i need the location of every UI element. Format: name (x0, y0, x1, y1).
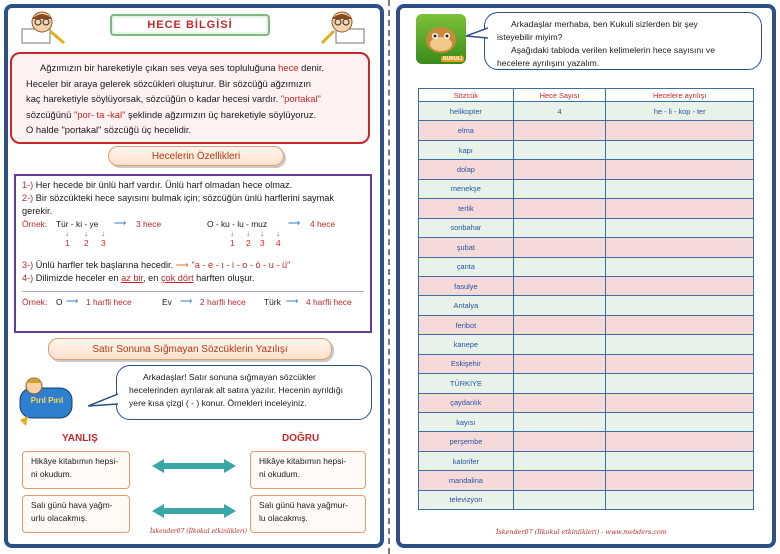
down-arrow-icon: ↓ (230, 229, 234, 238)
example-2-word: O - ku - lu - muz (207, 219, 268, 229)
feature-2: 2-) Bir sözcükteki hece sayısını bulmak için; sözcüğün ünlü harflerini saymak (22, 193, 335, 203)
syllable-count-answer-cell[interactable] (513, 471, 606, 490)
features-title: Hecelerin Özellikleri (108, 146, 284, 166)
down-arrow-icon: ↓ (260, 229, 264, 238)
example-2-result: 4 hece (310, 219, 336, 229)
wrong-example-1-line-1: Hikâye kitabımın hepsi- (31, 456, 119, 466)
wrong-example-1-line-2: ni okudum. (31, 469, 72, 479)
syllable-split-answer-cell[interactable] (606, 374, 754, 393)
syllable-count-answer-cell[interactable] (513, 238, 606, 257)
word-cell: TÜRKİYE (419, 374, 514, 393)
word-cell: terlik (419, 199, 514, 218)
word-cell: kalorifer (419, 451, 514, 470)
right-example-1-line-2: ni okudum. (259, 469, 300, 479)
kukuli-avatar (416, 14, 466, 64)
mascot-illustration (16, 376, 78, 428)
page-title: HECE BİLGİSİ (110, 14, 270, 36)
table-row (419, 354, 754, 373)
kid-writing-illustration-left (20, 9, 66, 45)
wrong-example-2-line-2: urlu olacakmış. (31, 513, 88, 523)
word-cell: kanepe (419, 335, 514, 354)
double-arrow-icon (152, 503, 236, 519)
syllable-split-answer-cell[interactable] (606, 432, 754, 451)
table-row (419, 471, 754, 490)
syllable-count-answer-cell[interactable] (513, 257, 606, 276)
word-cell: kayısı (419, 413, 514, 432)
intro-line-1: Ağzımızın bir hareketiyle çıkan ses veya ses topluluğuna hece denir. (40, 62, 325, 73)
kukuli-speech-line-1: Arkadaşlar merhaba, ben Kukuli sizlerden bir şey (511, 19, 698, 29)
syllable-count-answer-cell[interactable] (513, 432, 606, 451)
example-1-num: 1 (65, 238, 70, 248)
example-count-cell: 4 (513, 102, 606, 121)
syllable-count-answer-cell[interactable] (513, 393, 606, 412)
syllable-split-answer-cell[interactable] (606, 393, 754, 412)
syllable-count-answer-cell[interactable] (513, 490, 606, 509)
word-cell: çanta (419, 257, 514, 276)
syllable-split-answer-cell[interactable] (606, 179, 754, 198)
example-3-word-3: Türk (264, 297, 281, 307)
table-row (419, 393, 754, 412)
syllable-split-answer-cell[interactable] (606, 471, 754, 490)
table-header-row (419, 89, 754, 102)
table-row (419, 296, 754, 315)
word-cell: şubat (419, 238, 514, 257)
left-page (0, 0, 388, 554)
right-example-2 (250, 495, 366, 533)
letter-count-examples (22, 291, 364, 309)
table-row (419, 140, 754, 159)
down-arrow-icon: ↓ (276, 229, 280, 238)
example-1-num: 3 (101, 238, 106, 248)
syllable-split-answer-cell[interactable] (606, 199, 754, 218)
example-3-result-3: 4 harfli hece (306, 297, 352, 307)
right-example-1 (250, 451, 366, 489)
word-cell: sonbahar (419, 218, 514, 237)
right-arrow-icon: ⟶ (286, 296, 299, 306)
speech-tail-icon (88, 392, 118, 414)
example-label: Örnek: (22, 297, 48, 307)
right-arrow-icon: ⟶ (180, 296, 193, 306)
line-end-speech-bubble (116, 365, 372, 420)
header-word: Sözcük (419, 89, 514, 102)
example-word-cell: helikopter (419, 102, 514, 121)
example-1-result: 3 hece (136, 219, 162, 229)
table-row (419, 315, 754, 334)
example-3-word-1: O (56, 297, 63, 307)
syllable-split-answer-cell[interactable] (606, 315, 754, 334)
feature-2-cont: gerekir. (22, 206, 53, 216)
word-cell: fasulye (419, 276, 514, 295)
kukuli-speech-line-3: Aşağıdaki tabloda verilen kelimelerin hece sayısını ve (511, 45, 715, 55)
intro-box (10, 52, 370, 144)
speech-line-2: hecelerinden ayrılarak alt satıra yazılır. Hecenin ayrıldığı (129, 385, 343, 395)
example-split-cell: he - li - kop - ter (606, 102, 754, 121)
intro-line-3: kaç hareketiyle söylüyorsak, sözcüğün o kadar hecesi vardır. "portakal" (26, 93, 321, 104)
table-row (419, 451, 754, 470)
syllable-split-answer-cell[interactable] (606, 335, 754, 354)
kukuli-speech-line-2: isteyebilir miyim? (497, 32, 563, 42)
header-syllable-count: Hece Sayısı (513, 89, 606, 102)
syllable-count-answer-cell[interactable] (513, 413, 606, 432)
down-arrow-icon: ↓ (65, 229, 69, 238)
right-page (392, 0, 780, 554)
syllable-split-answer-cell[interactable] (606, 257, 754, 276)
example-2-num: 4 (276, 238, 281, 248)
kukuli-speech-line-4: hecelere ayrılışını yazalım. (497, 58, 600, 68)
intro-line-4: sözcüğünü "por- ta -kal" şeklinde ağzımızın üç hareketiyle söylüyoruz. (26, 108, 317, 120)
down-arrow-icon: ↓ (84, 229, 88, 238)
syllable-split-answer-cell[interactable] (606, 121, 754, 140)
table-row (419, 121, 754, 140)
table-row (419, 276, 754, 295)
header-syllable-split: Hecelere ayrılışı (606, 89, 754, 102)
feature-4: 4-) Dilimizde heceler en az bir, en çok dört harften oluşur. (22, 273, 255, 283)
syllable-count-answer-cell[interactable] (513, 451, 606, 470)
table-row (419, 199, 754, 218)
kid-writing-illustration-right (320, 9, 366, 45)
table-row (419, 374, 754, 393)
syllable-count-answer-cell[interactable] (513, 218, 606, 237)
line-end-title: Satır Sonuna Sığmayan Sözcüklerin Yazılışı (48, 338, 332, 360)
features-box (14, 174, 372, 333)
right-example-1-line-1: Hikâye kitabımın hepsi- (259, 456, 347, 466)
right-example-2-line-2: lu olacakmış. (259, 513, 308, 523)
syllable-count-answer-cell[interactable] (513, 121, 606, 140)
wrong-example-2-line-1: Salı günü hava yağm- (31, 500, 113, 510)
word-cell: elma (419, 121, 514, 140)
example-1-num: 2 (84, 238, 89, 248)
word-cell: menekşe (419, 179, 514, 198)
wrong-example-1 (22, 451, 130, 489)
down-arrow-icon: ↓ (101, 229, 105, 238)
mascot-label: Pırıl Pırıl (30, 396, 64, 405)
right-label: DOĞRU (282, 433, 320, 444)
word-cell: mandalina (419, 471, 514, 490)
word-cell: televizyon (419, 490, 514, 509)
fold-line (388, 0, 390, 554)
table-row (419, 335, 754, 354)
word-cell: dolap (419, 160, 514, 179)
left-signature: İskender07 (İlkokul etkinlikleri) (150, 528, 247, 535)
syllable-split-answer-cell[interactable] (606, 451, 754, 470)
syllable-split-answer-cell[interactable] (606, 160, 754, 179)
table-row (419, 238, 754, 257)
table-row (419, 413, 754, 432)
example-1-arrow: ⟶ (114, 218, 127, 228)
intro-line-2: Heceler bir araya gelerek sözcükleri oluşturur. Bir sözcüğü ağzımızın (26, 77, 312, 89)
syllable-count-answer-cell[interactable] (513, 160, 606, 179)
table-row (419, 179, 754, 198)
word-cell: Antalya (419, 296, 514, 315)
example-2-arrow: ⟶ (288, 218, 301, 228)
down-arrow-icon: ↓ (246, 229, 250, 238)
syllable-split-answer-cell[interactable] (606, 413, 754, 432)
wrong-example-2 (22, 495, 130, 533)
word-cell: feribot (419, 315, 514, 334)
table-row (419, 257, 754, 276)
syllable-split-answer-cell[interactable] (606, 140, 754, 159)
right-example-2-line-1: Salı günü hava yağmur- (259, 500, 348, 510)
kukuli-speech-bubble (484, 12, 762, 70)
syllable-split-answer-cell[interactable] (606, 296, 754, 315)
speech-line-3: yere kısa çizgi ( - ) konur. Örnekleri inceleyiniz. (129, 398, 307, 408)
speech-tail-icon (466, 26, 488, 44)
syllable-split-answer-cell[interactable] (606, 238, 754, 257)
syllable-table (418, 88, 754, 510)
feature-1: 1-) Her hecede bir ünlü harf vardır. Ünlü harf olmadan hece olmaz. (22, 180, 293, 190)
table-row-example (419, 102, 754, 121)
table-row (419, 160, 754, 179)
syllable-split-answer-cell[interactable] (606, 354, 754, 373)
word-cell: perşembe (419, 432, 514, 451)
syllable-count-answer-cell[interactable] (513, 374, 606, 393)
syllable-count-answer-cell[interactable] (513, 335, 606, 354)
word-cell: Eskişehir (419, 354, 514, 373)
intro-line-5: O halde "portakal" sözcüğü üç hecelidir. (26, 124, 192, 135)
word-cell: kapı (419, 140, 514, 159)
syllable-count-answer-cell[interactable] (513, 296, 606, 315)
feature-3: 3-) Ünlü harfler tek başlarına hecedir. ⟶ "a - e - ı - i - o - ö - u - ü" (22, 260, 291, 270)
wrong-label: YANLIŞ (62, 433, 98, 444)
example-2-num: 1 (230, 238, 235, 248)
example-3-word-2: Ev (162, 297, 172, 307)
table-row (419, 432, 754, 451)
table-row (419, 218, 754, 237)
syllable-examples (22, 218, 364, 250)
example-3-result-2: 2 harfli hece (200, 297, 246, 307)
kukuli-label: KUKULİ (443, 56, 462, 62)
syllable-count-answer-cell[interactable] (513, 276, 606, 295)
syllable-split-answer-cell[interactable] (606, 218, 754, 237)
example-label: Örnek: (22, 219, 48, 229)
word-cell: çaydanlık (419, 393, 514, 412)
example-3-result-1: 1 harfli hece (86, 297, 132, 307)
syllable-count-answer-cell[interactable] (513, 179, 606, 198)
example-2-num: 2 (246, 238, 251, 248)
syllable-count-answer-cell[interactable] (513, 140, 606, 159)
double-arrow-icon (152, 458, 236, 474)
speech-line-1: Arkadaşlar! Satır sonuna sığmayan sözcükler (143, 372, 316, 382)
example-2-num: 3 (260, 238, 265, 248)
example-1-word: Tür - ki - ye (56, 219, 99, 229)
table-row (419, 490, 754, 509)
syllable-split-answer-cell[interactable] (606, 276, 754, 295)
right-footer: İskender07 (İlkokul etkinlikleri) - www.mebders.com (496, 528, 667, 536)
syllable-count-answer-cell[interactable] (513, 354, 606, 373)
syllable-split-answer-cell[interactable] (606, 490, 754, 509)
right-arrow-icon: ⟶ (66, 296, 79, 306)
syllable-count-answer-cell[interactable] (513, 315, 606, 334)
syllable-count-answer-cell[interactable] (513, 199, 606, 218)
